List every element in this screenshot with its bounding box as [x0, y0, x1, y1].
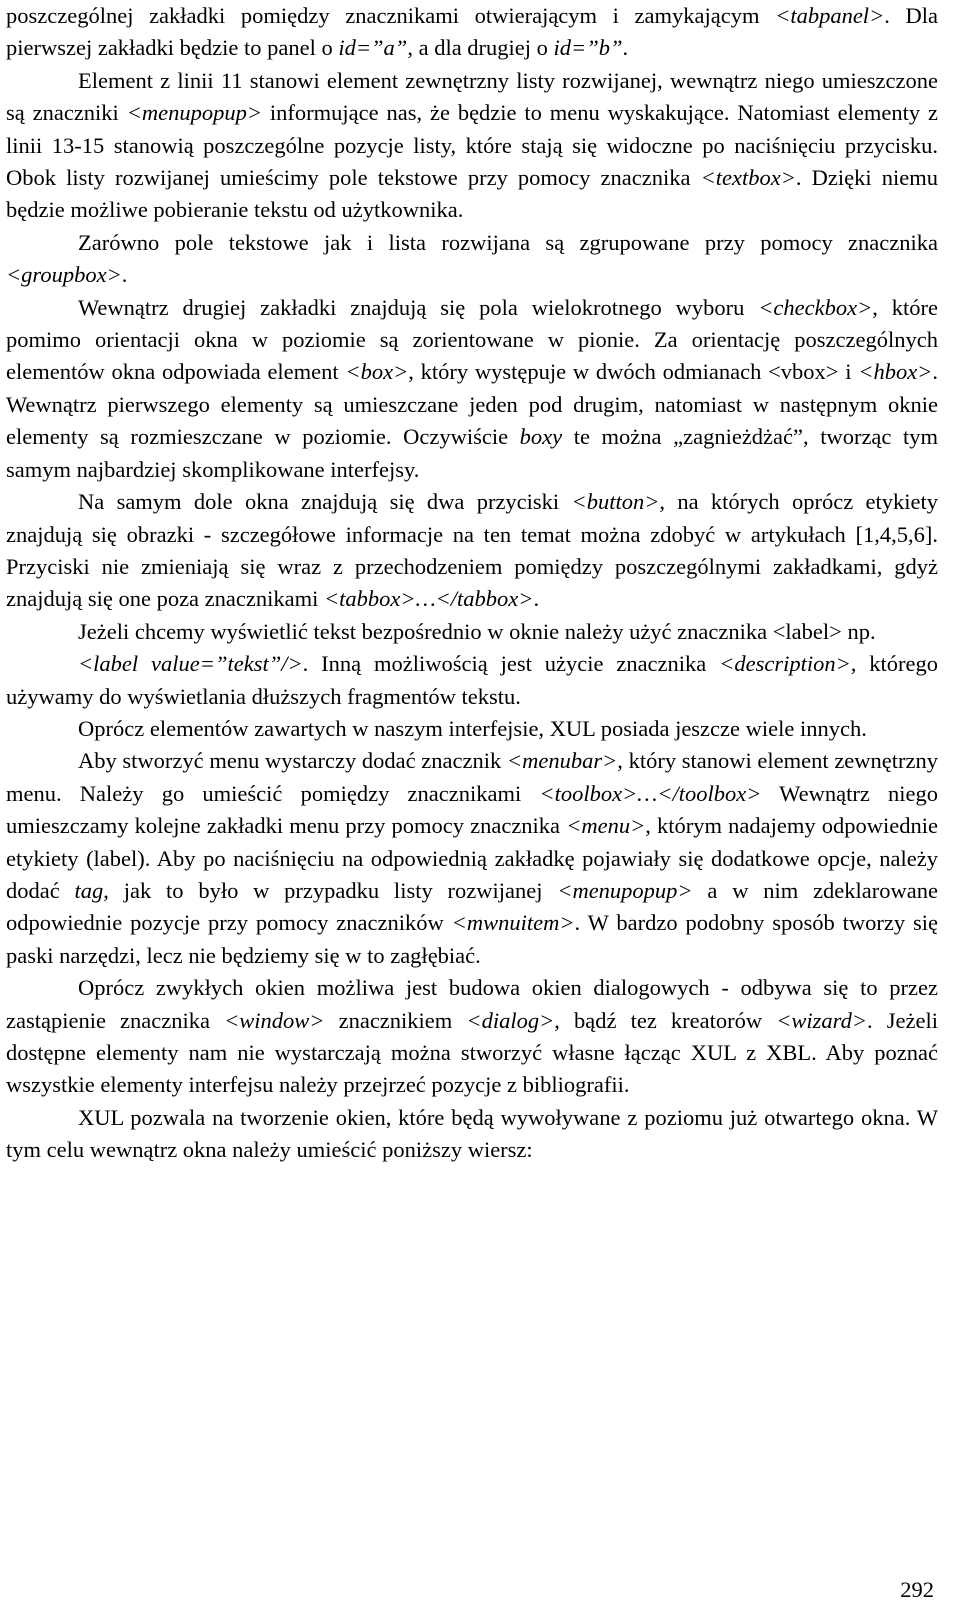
italic-text: <dialog>	[466, 1007, 555, 1033]
text-segment: Na samym dole okna znajdują się dwa przyciski	[78, 489, 572, 515]
text-segment: , na których oprócz etykiety znajdują się obrazki - szczegółowe informacje na ten temat można zdobyć w artykułach [1,4,5,6]. Przyciski nie zmieniają się wraz z przechodzeniem pomiędzy poszczególnymi zakładkami, gdyż znajdują się one poza znacznikami	[6, 489, 938, 612]
paragraph	[6, 972, 938, 1102]
text-segment: Jeżeli chcemy wyświetlić tekst bezpośrednio w oknie należy użyć znacznika <label> np.	[78, 618, 876, 644]
paragraph	[6, 292, 938, 486]
italic-text: <toolbox>…</toolbox>	[539, 780, 762, 806]
text-segment: . Dla pierwszej zakładki będzie to panel o	[6, 3, 938, 61]
italic-text: <tabpanel>	[775, 3, 885, 28]
text-segment: Element z linii 11 stanowi element zewnętrzny listy rozwijanej, wewnątrz niego umieszczone są znaczniki	[6, 67, 938, 126]
italic-text: <groupbox>	[6, 262, 122, 288]
italic-text: <description>	[719, 651, 851, 677]
text-segment: Zarówno pole tekstowe jak i lista rozwijana są zgrupowane przy pomocy znacznika	[78, 229, 938, 255]
text-segment: Oprócz zwykłych okien możliwa jest budowa okien dialogowych - odbywa się to przez zastąpienie znacznika	[6, 975, 938, 1033]
italic-text: id=”b”	[553, 35, 623, 61]
paragraph	[6, 1102, 938, 1167]
text-segment: . Wewnątrz pierwszego elementy są umieszczane jeden pod drugim, natomiast w następnym oknie elementy są rozmieszczane w poziomie. Oczywiście	[6, 359, 938, 450]
italic-text: <menupopup>	[557, 877, 693, 903]
italic-text: <button>	[571, 489, 660, 515]
text-segment: Aby stworzyć menu wystarczy dodać znacznik	[78, 748, 507, 774]
italic-text: <checkbox>	[758, 294, 873, 320]
paragraph	[6, 648, 938, 713]
document-body	[6, 0, 938, 1167]
italic-text: <mwnuitem>	[451, 910, 575, 936]
italic-text: <menubar>	[506, 748, 618, 774]
text-segment: , bądź tez kreatorów	[554, 1007, 777, 1033]
italic-text: <hbox>	[858, 359, 933, 385]
text-segment: , który występuje w dwóch odmianach <vbox> i	[408, 359, 859, 385]
italic-text: <menupopup>	[126, 100, 263, 126]
page-number: 292	[900, 1577, 934, 1602]
text-segment: , a dla drugiej o	[407, 35, 554, 61]
text-segment: a w nim zdeklarowane odpowiednie pozycje przy pomocy znaczników	[6, 877, 938, 936]
paragraph	[6, 745, 938, 972]
text-segment: . Inną możliwością jest użycie znacznika	[302, 651, 720, 677]
italic-text: id=”a”	[338, 35, 408, 61]
paragraph	[6, 65, 938, 227]
italic-text: boxy	[519, 424, 563, 450]
text-segment: , jak to było w przypadku listy rozwijanej	[103, 877, 558, 903]
text-segment: . Dzięki niemu będzie możliwe pobieranie tekstu od użytkownika.	[6, 165, 938, 223]
text-segment: , którego używamy do wyświetlania dłuższych fragmentów tekstu.	[6, 651, 938, 709]
text-segment: informujące nas, że będzie to menu wyskakujące. Natomiast elementy z linii 13-15 stanowią poszczególne pozycje listy, które stają się widoczne po naciśnięciu przycisku. Obok listy rozwijanej umieścimy pole tekstowe przy pomocy znacznika	[6, 100, 938, 191]
text-segment: , które pomimo orientacji okna w poziomie są zorientowane w pionie. Za orientację poszczególnych elementów okna odpowiada element	[6, 294, 938, 385]
italic-text: <label value=”tekst”/>	[78, 651, 303, 677]
text-segment: znacznikiem	[324, 1007, 467, 1033]
italic-text: <tabbox>…</tabbox>	[323, 586, 534, 612]
italic-text: <textbox>	[700, 165, 796, 191]
italic-text: tag	[74, 877, 104, 903]
text-segment: Oprócz elementów zawartych w naszym interfejsie, XUL posiada jeszcze wiele innych.	[78, 715, 867, 741]
paragraph	[6, 0, 938, 65]
text-segment: XUL pozwala na tworzenie okien, które będą wywoływane z poziomu już otwartego okna. W tym celu wewnątrz okna należy umieścić poniższy wiersz:	[6, 1104, 938, 1163]
text-segment: Wewnątrz drugiej zakładki znajdują się pola wielokrotnego wyboru	[78, 294, 759, 320]
italic-text: <box>	[345, 359, 409, 385]
italic-text: <menu>	[566, 813, 646, 839]
text-segment: .	[533, 586, 540, 612]
text-segment: Wewnątrz niego umieszczamy kolejne zakładki menu przy pomocy znacznika	[6, 780, 938, 839]
paragraph	[6, 227, 938, 292]
text-segment: , który stanowi element zewnętrzny menu. Należy go umieścić pomiędzy znacznikami	[6, 748, 939, 806]
text-segment: poszczególnej zakładki pomiędzy znacznikami otwierającym i zamykającym	[6, 3, 776, 28]
italic-text: <window>	[224, 1007, 325, 1033]
paragraph	[6, 713, 938, 745]
text-segment: .	[121, 262, 128, 288]
paragraph	[6, 616, 938, 648]
text-segment: . W bardzo podobny sposób tworzy się paski narzędzi, lecz nie będziemy się w to zagłębiać.	[6, 910, 938, 968]
text-segment: .	[622, 35, 629, 61]
text-segment: . Jeżeli dostępne elementy nam nie wystarczają można stworzyć własne łącząc XUL z XBL. Aby poznać wszystkie elementy interfejsu należy przejrzeć pozycje z bibliografii.	[6, 1007, 938, 1098]
text-segment: te można „zagnieżdżać”, tworząc tym samym najbardziej skomplikowane interfejsy.	[6, 424, 938, 482]
paragraph	[6, 486, 938, 616]
italic-text: <wizard>	[776, 1007, 868, 1033]
text-segment: , którym nadajemy odpowiednie etykiety (label). Aby po naciśnięciu na odpowiednią zakładkę pojawiały się dodatkowe opcje, należy dodać	[6, 813, 938, 903]
